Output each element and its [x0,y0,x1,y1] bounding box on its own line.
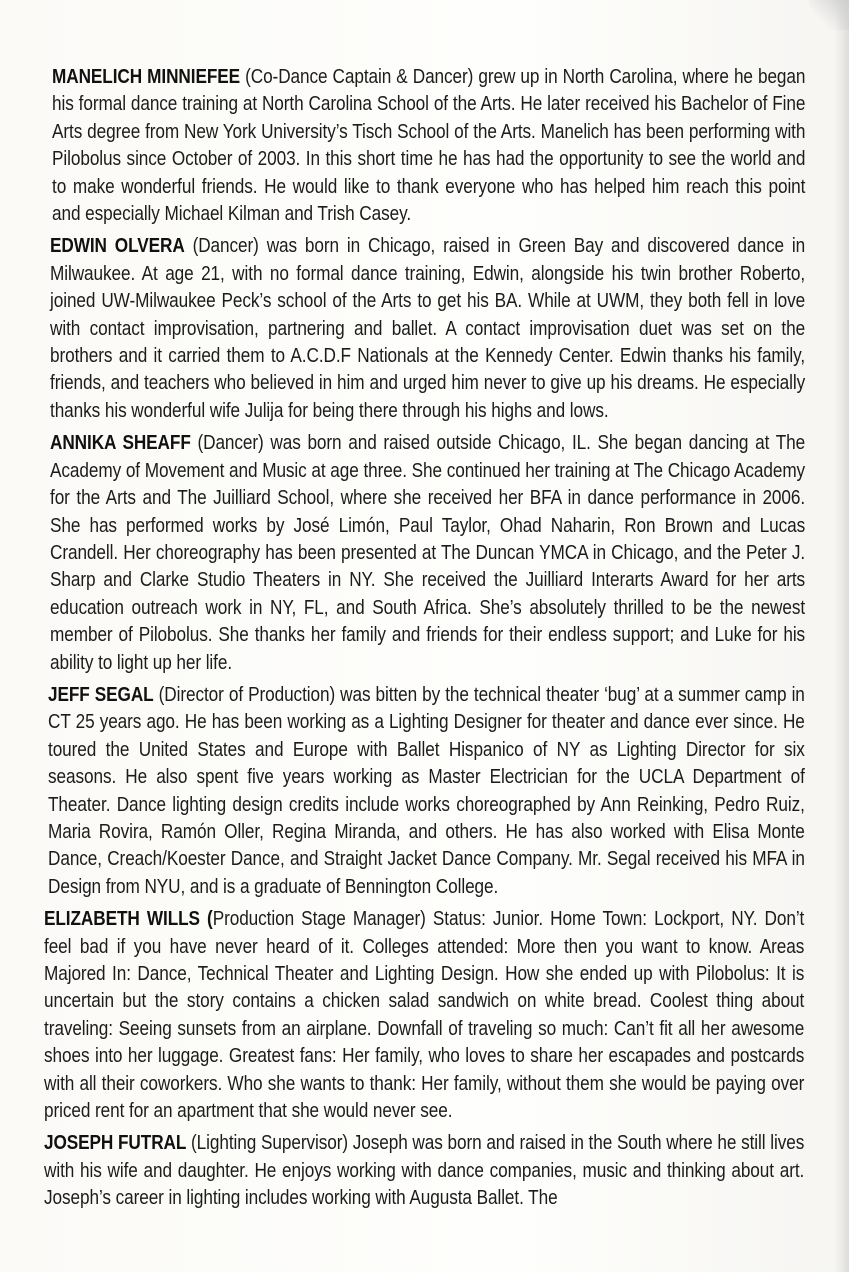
bio-text: (Lighting Supervisor) Joseph was born and raised in the South where he still lives with his wife and daughter. He enjoys working with dance companies, music and thinking about art. Joseph’s career in lighting includes working with Augusta Ballet. The [44,1132,805,1210]
bio-annika-sheaff [50,430,805,677]
bio-manelich-minniefee [52,64,805,228]
bio-text: (Dancer) was born and raised outside Chicago, IL. She began dancing at The Academy of Movement and Music at age three. She continued her training at The Chicago Academy for the Arts and The Juilliard School, where she received her BFA in dance performance in 2006. She has performed works by José Limón, Paul Taylor, Ohad Naharin, Ron Brown and Lucas Crandell. Her choreography has been presented at The Duncan YMCA in Chicago, and the Peter J. Sharp and Clarke Studio Theaters in NY. She received the Juilliard Interarts Award for her arts education outreach work in NY, FL, and South Africa. She’s absolutely thrilled to be the newest member of Pilobolus. She thanks her family and friends for their endless support; and Luke for his ability to light up her life. [50,432,806,674]
bio-text: (Dancer) was born in Chicago, raised in Green Bay and discovered dance in Milwaukee. At age 21, with no formal dance training, Edwin, alongside his twin brother Roberto, joined UW-Milwaukee Peck’s school of the Arts to get his BA. While at UWM, they both fell in love with contact improvisation, partnering and ballet. A contact improvisation duet was set on the brothers and it carried them to A.C.D.F Nationals at the Kennedy Center. Edwin thanks his family, friends, and teachers who believed in him and urged him never to give up his dreams. He especially thanks his wonderful wife Julija for being there through his highs and lows. [50,235,806,422]
bio-name: JOSEPH FUTRAL [44,1132,187,1155]
bio-name: JEFF SEGAL [48,683,154,706]
bio-text: (Co-Dance Captain & Dancer) grew up in North Carolina, where he began his formal dance training at North Carolina School of the Arts. He later received his Bachelor of Fine Arts degree from New York University’s Tisch School of the Arts. Manelich has been performing with Pilobolus since October of 2003. In this short time he has had the opportunity to see the world and to make wonderful friends. He would like to thank everyone who has helped him reach this point and especially Michael Kilman and Trish Casey. [52,66,806,226]
bio-list [44,64,804,1218]
bio-name: ELIZABETH WILLS ( [44,908,213,931]
bio-text: Production Stage Manager) Status: Junior. Home Town: Lockport, NY. Don’t feel bad if you have never heard of it. Colleges attended: More then you want to know. Areas Majored In: Dance, Technical Theater and Lighting Design. How she ended up with Pilobolus: It is uncertain but the story contains a chicken salad sandwich on white bread. Coolest thing about traveling: Seeing sunsets from an airplane. Downfall of traveling so much: Can’t fit all her awesome shoes into her luggage. Greatest fans: Her family, who loves to share her escapades and postcards with all their coworkers. Who she wants to thank: Her family, without them she would be paying over priced rent for an apartment that she would never see. [44,908,805,1123]
bio-edwin-olvera [50,233,805,425]
page-edge-shadow [835,0,849,1272]
bio-elizabeth-wills [44,906,804,1125]
bio-jeff-segal [48,682,805,901]
bio-text: (Director of Production) was bitten by the technical theater ‘bug’ at a summer camp in CT 25 years ago. He has been working as a Lighting Designer for theater and dance ever since. He toured the United States and Europe with Ballet Hispanico of NY as Lighting Director for six seasons. He also spent five years working as Master Electrician for the UCLA Department of Theater. Dance lighting design credits include works choreographed by Ann Reinking, Pedro Ruiz, Maria Rovira, Ramón Oller, Regina Miranda, and others. He has also worked with Elisa Monte Dance, Creach/Koester Dance, and Straight Jacket Dance Company. Mr. Segal received his MFA in Design from NYU, and is a graduate of Bennington College. [48,683,805,898]
bio-name: MANELICH MINNIEFEE [52,66,241,88]
bio-joseph-futral [44,1130,804,1212]
bio-name: ANNIKA SHEAFF [50,432,191,455]
bio-name: EDWIN OLVERA [50,235,185,258]
page-corner-curl [809,0,849,30]
